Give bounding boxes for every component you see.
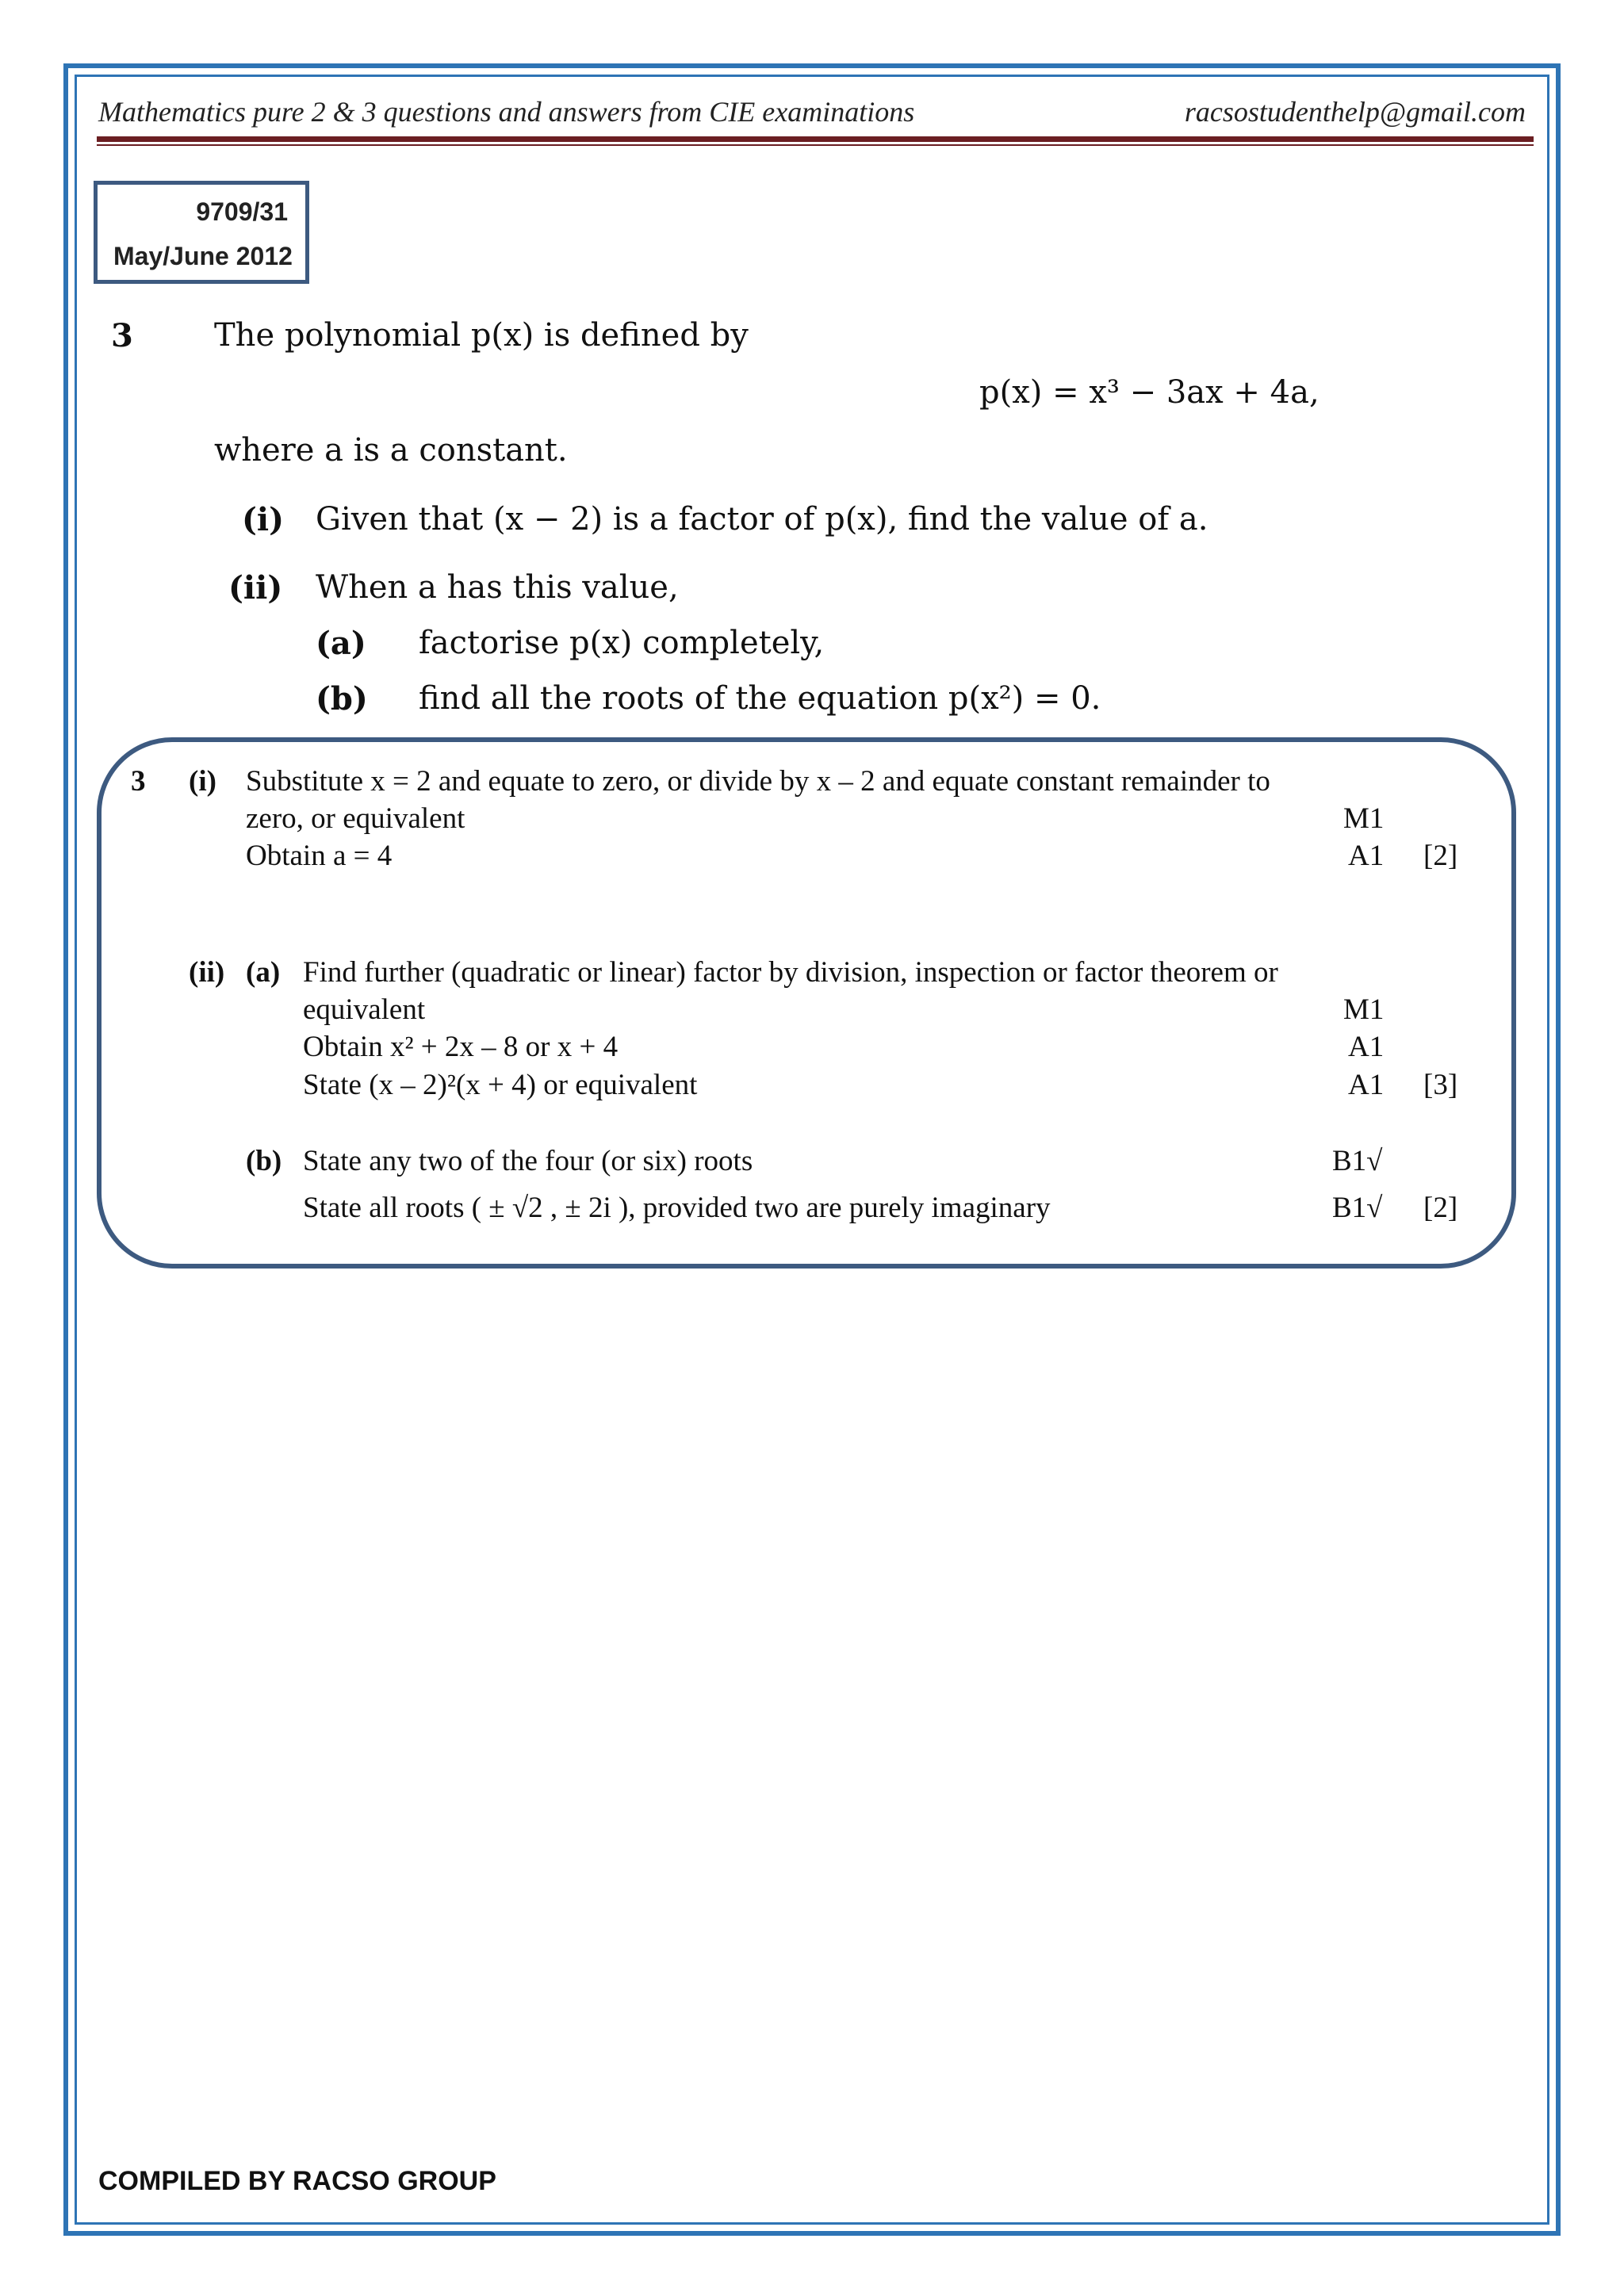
ms-part-ii-label: (ii) <box>189 956 225 989</box>
ms-b-mark2: B1√ <box>1332 1192 1383 1224</box>
ms-part-a-label: (a) <box>246 956 281 989</box>
header-email: racsostudenthelp@gmail.com <box>1184 96 1526 128</box>
ms-a-line1: Find further (quadratic or linear) factor by division, inspection or factor theorem or <box>303 956 1278 989</box>
ms-i-mark1: M1 <box>1343 802 1385 835</box>
ms-i-line1: Substitute x = 2 and equate to zero, or divide by x – 2 and equate constant remainder to <box>246 765 1270 798</box>
ms-b-line2: State all roots ( ± √2 , ± 2i ), provided two are purely imaginary <box>303 1192 1051 1224</box>
ms-part-i-label: (i) <box>189 765 216 798</box>
ms-i-total: [2] <box>1423 840 1458 872</box>
ms-a-mark3: A1 <box>1348 1069 1385 1101</box>
paper-session: May/June 2012 <box>113 242 293 270</box>
question-part-i: Given that (x − 2) is a factor of p(x), find the value of a. <box>316 501 1208 538</box>
ms-i-line2: zero, or equivalent <box>246 802 465 835</box>
ms-b-line1: State any two of the four (or six) roots <box>303 1145 753 1177</box>
question-number: 3 <box>111 317 133 354</box>
question-where: where a is a constant. <box>214 432 568 469</box>
question-intro: The polynomial p(x) is defined by <box>214 317 749 354</box>
header-title: Mathematics pure 2 & 3 questions and answers from CIE examinations <box>98 96 915 128</box>
ms-a-mark1: M1 <box>1343 993 1385 1026</box>
ms-a-line4: State (x – 2)²(x + 4) or equivalent <box>303 1069 698 1101</box>
question-part-ii-label: (ii) <box>228 569 283 607</box>
ms-a-line2: equivalent <box>303 993 426 1026</box>
ms-i-line3: Obtain a = 4 <box>246 840 393 872</box>
ms-part-b-label: (b) <box>246 1145 282 1177</box>
question-equation: p(x) = x³ − 3ax + 4a, <box>979 374 1320 411</box>
paper-code-box <box>94 181 309 284</box>
question-part-ii: When a has this value, <box>316 569 679 606</box>
footer-text: COMPILED BY RACSO GROUP <box>98 2166 496 2196</box>
question-part-a: factorise p(x) completely, <box>419 625 825 661</box>
header-rule <box>97 136 1534 142</box>
ms-a-line3: Obtain x² + 2x – 8 or x + 4 <box>303 1031 619 1063</box>
ms-b-total: [2] <box>1423 1192 1458 1224</box>
ms-number: 3 <box>131 765 146 798</box>
ms-i-mark2: A1 <box>1348 840 1385 872</box>
ms-a-mark2: A1 <box>1348 1031 1385 1063</box>
question-part-b: find all the roots of the equation p(x²) = 0. <box>419 680 1101 717</box>
ms-b-mark1: B1√ <box>1332 1145 1383 1177</box>
ms-a-total: [3] <box>1423 1069 1458 1101</box>
paper-code: 9709/31 <box>196 197 288 226</box>
question-part-i-label: (i) <box>242 501 285 538</box>
header-rule-thin <box>97 144 1534 146</box>
question-part-b-label: (b) <box>316 680 368 718</box>
question-part-a-label: (a) <box>316 625 366 662</box>
